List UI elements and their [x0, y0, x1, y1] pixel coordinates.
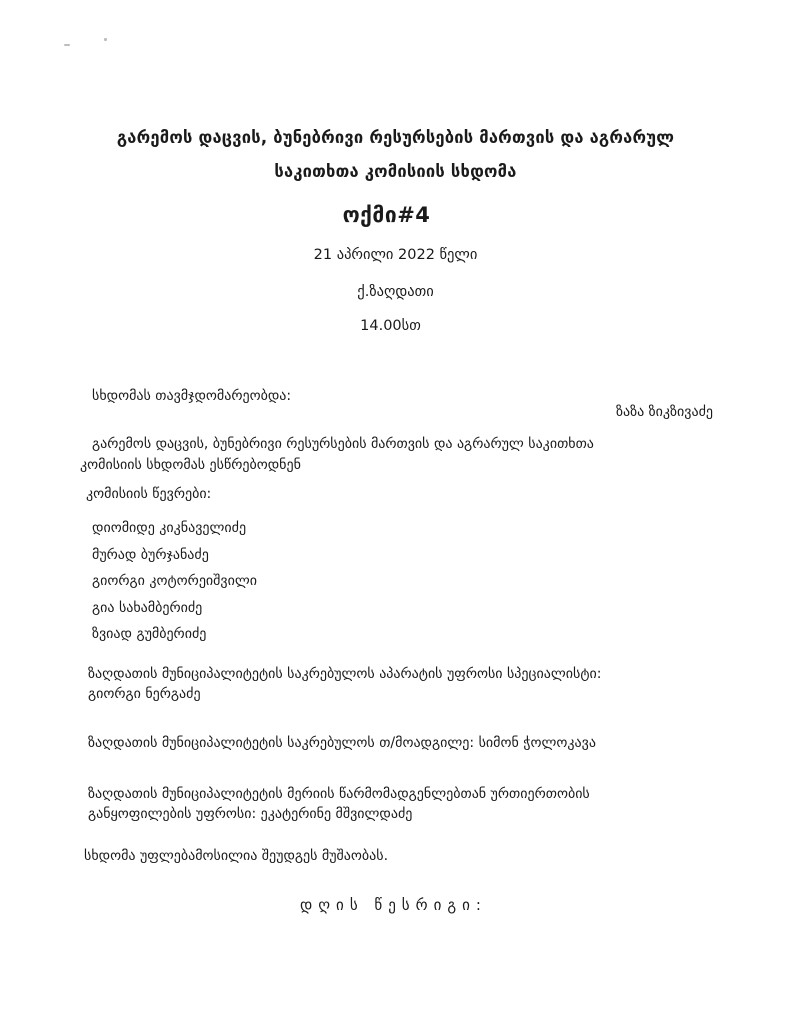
- members-label: კომისიის წევრები:: [86, 486, 212, 502]
- meeting-time: 14.00სთ: [360, 318, 421, 334]
- chair-label: სხდომას თავმჯდომარეობდა:: [92, 388, 292, 404]
- chair-name: ზაზა ზიკზივაძე: [615, 404, 713, 420]
- attendance-line2: კომისიის სხდომას ესწრებოდნენ: [80, 457, 301, 473]
- scan-speck: [104, 38, 107, 41]
- list-item: გია სახამბერიძე: [92, 599, 203, 616]
- guest-2-line1: ზაღდათის მუნიციპალიტეტის საკრებულოს თ/მოადგილე: სიმონ ჭოლოკავა: [88, 735, 596, 751]
- quorum-statement: სხდომა უფლებამოსილია შეუდგეს მუშაობას.: [84, 848, 389, 864]
- meeting-place: ქ.ზაღდათი: [357, 284, 434, 300]
- guest-1-line2: გიორგი ნერგაძე: [88, 686, 201, 702]
- scan-speck: [64, 44, 70, 46]
- members-list: [92, 515, 257, 648]
- document-title-line2: საკითხთა კომისიის სხდომა: [274, 162, 517, 181]
- protocol-number: ოქმი#4: [342, 203, 431, 227]
- meeting-date: 21 აპრილი 2022 წელი: [313, 247, 478, 263]
- list-item: ზვიად გუმბერიძე: [92, 626, 207, 642]
- guest-1-line1: ზაღდათის მუნიციპალიტეტის საკრებულოს აპარატის უფროსი სპეციალისტი:: [88, 666, 602, 682]
- list-item: დიომიდე კიკნაველიძე: [92, 520, 247, 536]
- list-item: მურად ბურჯანაძე: [92, 546, 209, 563]
- document-title-line1: გარემოს დაცვის, ბუნებრივი რესურსების მართვის და აგრარულ: [116, 128, 675, 147]
- attendance-line1: გარემოს დაცვის, ბუნებრივი რესურსების მართვის და აგრარულ საკითხთა: [92, 436, 594, 452]
- list-item: გიორგი კოტორეიშვილი: [92, 573, 257, 589]
- guest-3-line1: ზაღდათის მუნიციპალიტეტის მერიის წარმომადგენლებთან ურთიერთობის: [88, 786, 590, 802]
- agenda-title: დღის წესრიგი:: [300, 896, 487, 914]
- guest-3-line2: განყოფილების უფროსი: ეკატერინე მშვილდაძე: [88, 806, 413, 822]
